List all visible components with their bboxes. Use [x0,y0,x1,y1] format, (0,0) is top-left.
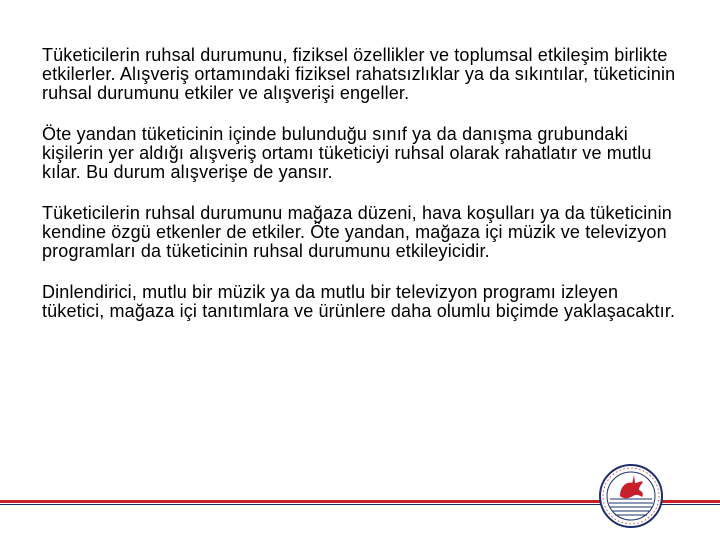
paragraph-4: Dinlendirici, mutlu bir müzik ya da mutlu bir televizyon programı izleyen tüketici, mağaza içi tanıtımlara ve ürünlere daha olumlu biçimde yaklaşacaktır. [42,282,676,321]
paragraph-3: Tüketicilerin ruhsal durumunu mağaza düzeni, hava koşulları ya da tüketicinin kendine özgü etkenler de etkiler. Öte yandan, mağaza içi müzik ve televizyon programları da tüketicinin ruhsal durumunu etkileyicidir. [42,203,672,261]
paragraph-1: Tüketicilerin ruhsal durumunu, fiziksel özellikler ve toplumsal etkileşim birlikte etkilerler. Alışveriş ortamındaki fiziksel rahatsızlıklar ya da sıkıntılar, tüketicinin ruhsal durumunu etkiler ve alışverişi engeller. [42,45,676,103]
university-seal-icon [598,463,664,529]
slide-body [42,46,682,343]
paragraph-2: Öte yandan tüketicinin içinde bulunduğu sınıf ya da danışma grubundaki kişilerin yer aldığı alışveriş ortamı tüketiciyi ruhsal olarak rahatlatır ve mutlu kılar. Bu durum alışverişe de yansır. [42,124,652,182]
